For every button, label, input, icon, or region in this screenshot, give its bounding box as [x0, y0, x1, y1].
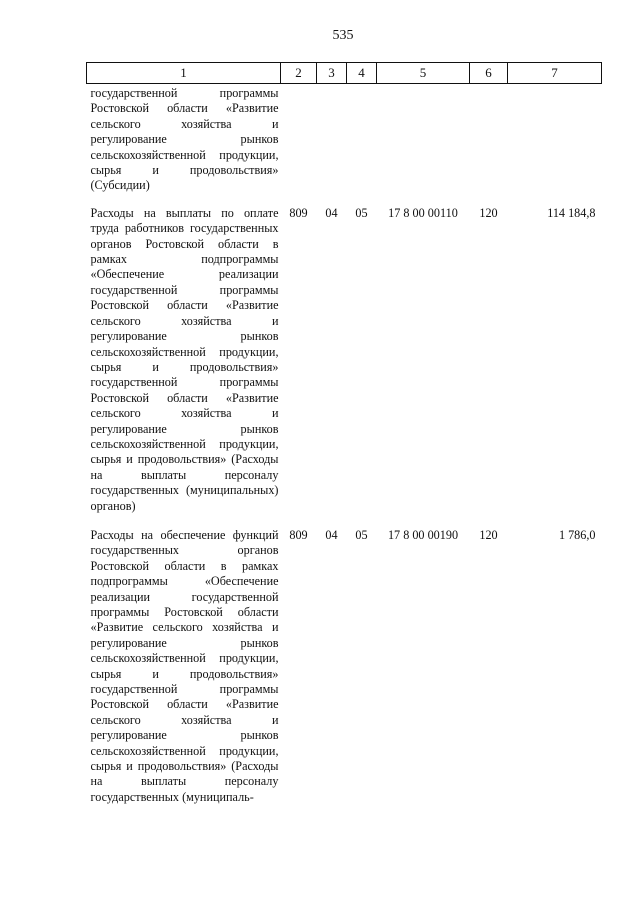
row-name: Расходы на выплаты по оплате труда работников государственных органов Ростовской области в рамках подпрограммы «Обеспечение реализации государственной программы Ростовской области «Развитие сельского хозяйства и регулирование рынков сельскохозяйственной продукции, сырья и продовольствия» государственной программы Ростовской области «Развитие сельского хозяйства и регулирование рынков сельскохозяйственной продукции, сырья и продовольствия» (Расходы на выплаты персоналу государственных (муниципальных) органов)	[90, 205, 279, 513]
table-row	[87, 528, 602, 819]
budget-table	[86, 62, 602, 819]
row-target: 17 8 00 00190	[387, 527, 459, 542]
table-row	[87, 84, 602, 206]
row-ministry: 809	[289, 527, 308, 542]
row-amount	[508, 84, 602, 206]
table-header-row	[87, 63, 602, 84]
header-col-6: 6	[470, 63, 508, 84]
row-ministry: 809	[289, 205, 308, 220]
row-name: государственной программы Ростовской области «Развитие сельского хозяйства и регулирование рынков сельскохозяйственной продукции, сырья и продовольствия» (Субсидии)	[90, 86, 279, 193]
row-type: 120	[479, 205, 498, 220]
row-subsection	[347, 84, 377, 206]
header-col-4: 4	[347, 63, 377, 84]
page-number: 535	[332, 28, 354, 43]
header-col-3: 3	[317, 63, 347, 84]
header-col-1: 1	[87, 63, 281, 84]
row-amount: 114 184,8	[547, 205, 596, 220]
row-type	[470, 84, 508, 206]
header-col-5: 5	[377, 63, 470, 84]
row-amount: 1 786,0	[558, 527, 596, 542]
row-target	[377, 84, 470, 206]
row-subsection: 05	[355, 205, 368, 220]
row-name: Расходы на обеспечение функций государственных органов Ростовской области в рамках подпрограммы «Обеспечение реализации государственной программы Ростовской области «Развитие сельского хозяйства и регулирование рынков сельскохозяйственной продукции, сырья и продовольствия» государственной программы Ростовской области «Развитие сельского хозяйства и регулирование рынков сельскохозяйственной продукции, сырья и продовольствия» (Расходы на выплаты персоналу государственных (муниципаль-	[90, 527, 279, 804]
row-type: 120	[479, 527, 498, 542]
row-ministry	[281, 84, 317, 206]
row-target: 17 8 00 00110	[388, 205, 458, 220]
header-col-7: 7	[508, 63, 602, 84]
table-row	[87, 206, 602, 528]
row-section: 04	[325, 527, 338, 542]
header-col-2: 2	[281, 63, 317, 84]
row-section: 04	[325, 205, 338, 220]
row-subsection: 05	[355, 527, 368, 542]
row-section	[317, 84, 347, 206]
